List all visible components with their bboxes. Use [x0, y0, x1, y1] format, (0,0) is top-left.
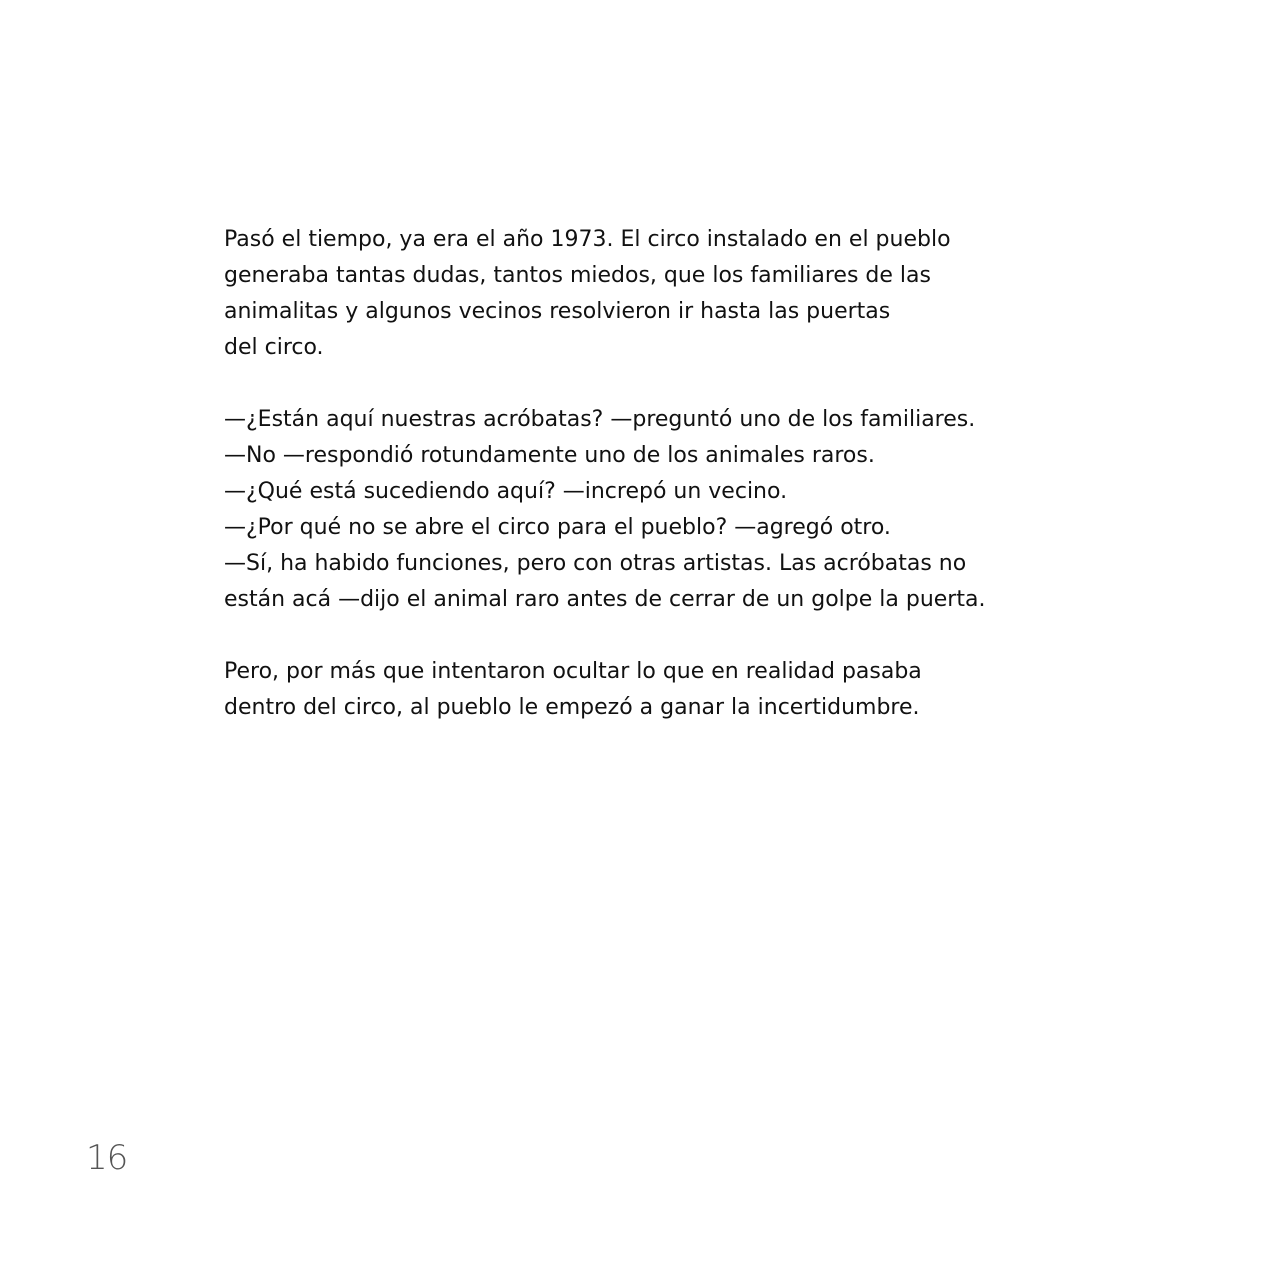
dialogue-line: están acá —dijo el animal raro antes de cerrar de un golpe la puerta.	[224, 587, 986, 612]
body-text	[224, 222, 1104, 726]
paragraph-intro	[224, 222, 1104, 366]
text-line: animalitas y algunos vecinos resolvieron ir hasta las puertas	[224, 299, 891, 324]
text-line: dentro del circo, al pueblo le empezó a ganar la incertidumbre.	[224, 695, 920, 720]
dialogue-line: —No —respondió rotundamente uno de los animales raros.	[224, 443, 875, 468]
text-line: Pasó el tiempo, ya era el año 1973. El circo instalado en el pueblo	[224, 227, 951, 252]
text-line: Pero, por más que intentaron ocultar lo que en realidad pasaba	[224, 659, 922, 684]
paragraph-spacer	[224, 366, 1104, 402]
page-number: 16	[86, 1138, 128, 1178]
paragraph-dialogue	[224, 402, 1104, 618]
text-line: del circo.	[224, 335, 324, 360]
dialogue-line: —¿Están aquí nuestras acróbatas? —preguntó uno de los familiares.	[224, 407, 976, 432]
paragraph-spacer	[224, 618, 1104, 654]
dialogue-line: —¿Por qué no se abre el circo para el pueblo? —agregó otro.	[224, 515, 891, 540]
text-line: generaba tantas dudas, tantos miedos, que los familiares de las	[224, 263, 931, 288]
dialogue-line: —¿Qué está sucediendo aquí? —increpó un vecino.	[224, 479, 788, 504]
dialogue-line: —Sí, ha habido funciones, pero con otras artistas. Las acróbatas no	[224, 551, 967, 576]
paragraph-closing	[224, 654, 1104, 726]
